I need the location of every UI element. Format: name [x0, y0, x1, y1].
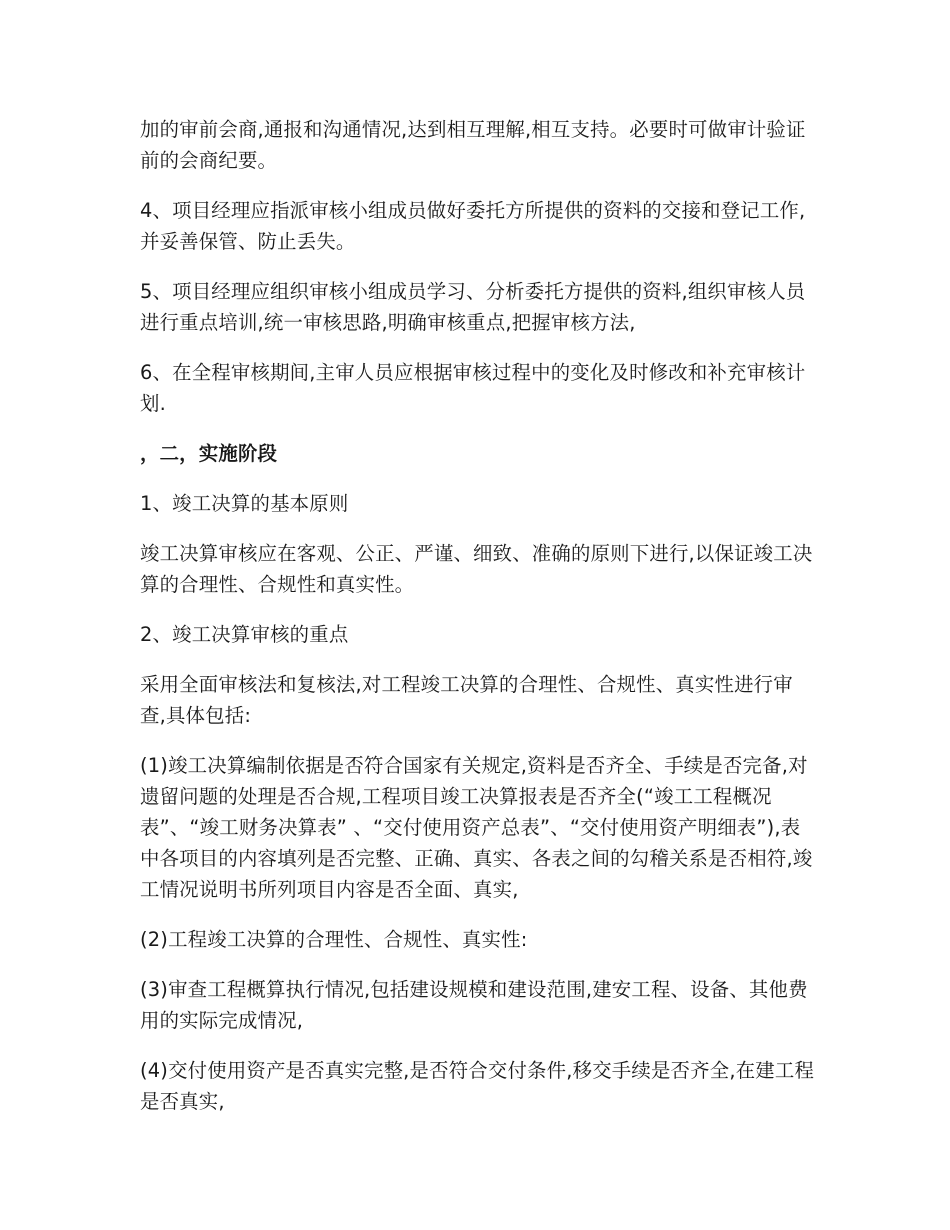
paragraph-check-1: (1)竣工决算编制依据是否符合国家有关规定,资料是否齐全、手续是否完备,对遗留问题的处理是否合规,工程项目竣工决算报表是否齐全(“竣工工程概况表”、“竣工财务决算表” 、“交付使用资产总表”、“交付使用资产明细表”),表中各项目的内容填列是否完整、正确、真实、各表之间的勾稽关系是否相符,竣工情况说明书所列项目内容是否全面、真实,	[140, 754, 813, 901]
document-body	[140, 114, 815, 1136]
paragraph-item-4: 4、项目经理应指派审核小组成员做好委托方所提供的资料的交接和登记工作,并妥善保管、防止丢失。	[140, 199, 806, 253]
paragraph-check-2: (2)工程竣工决算的合理性、合规性、真实性:	[140, 928, 528, 951]
paragraph-check-3: (3)审查工程概算执行情况,包括建设规模和建设范围,建安工程、设备、其他费用的实际完成情况,	[140, 978, 808, 1032]
paragraph-principles: 竣工决算审核应在客观、公正、严谨、细致、准确的原则下进行,以保证竣工决算的合理性、合规性和真实性。	[140, 542, 813, 596]
paragraph-item-6: 6、在全程审核期间,主审人员应根据审核过程中的变化及时修改和补充审核计划.	[140, 361, 806, 415]
subheading-audit-focus: 2、竣工决算审核的重点	[140, 623, 349, 646]
paragraph-audit-method: 采用全面审核法和复核法,对工程竣工决算的合理性、合规性、真实性进行审查,具体包括:	[140, 673, 793, 727]
section-heading-implementation: ，二，实施阶段	[140, 442, 278, 465]
paragraph-pre-audit-consultation: 加的审前会商,通报和沟通情况,达到相互理解,相互支持。必要时可做审计验证前的会商纪要。	[140, 118, 806, 172]
paragraph-item-5: 5、项目经理应组织审核小组成员学习、分析委托方提供的资料,组织审核人员进行重点培训,统一审核思路,明确审核重点,把握审核方法,	[140, 280, 806, 334]
paragraph-check-4: (4)交付使用资产是否真实完整,是否符合交付条件,移交手续是否齐全,在建工程是否真实,	[140, 1059, 815, 1113]
subheading-basic-principles: 1、竣工决算的基本原则	[140, 492, 349, 515]
